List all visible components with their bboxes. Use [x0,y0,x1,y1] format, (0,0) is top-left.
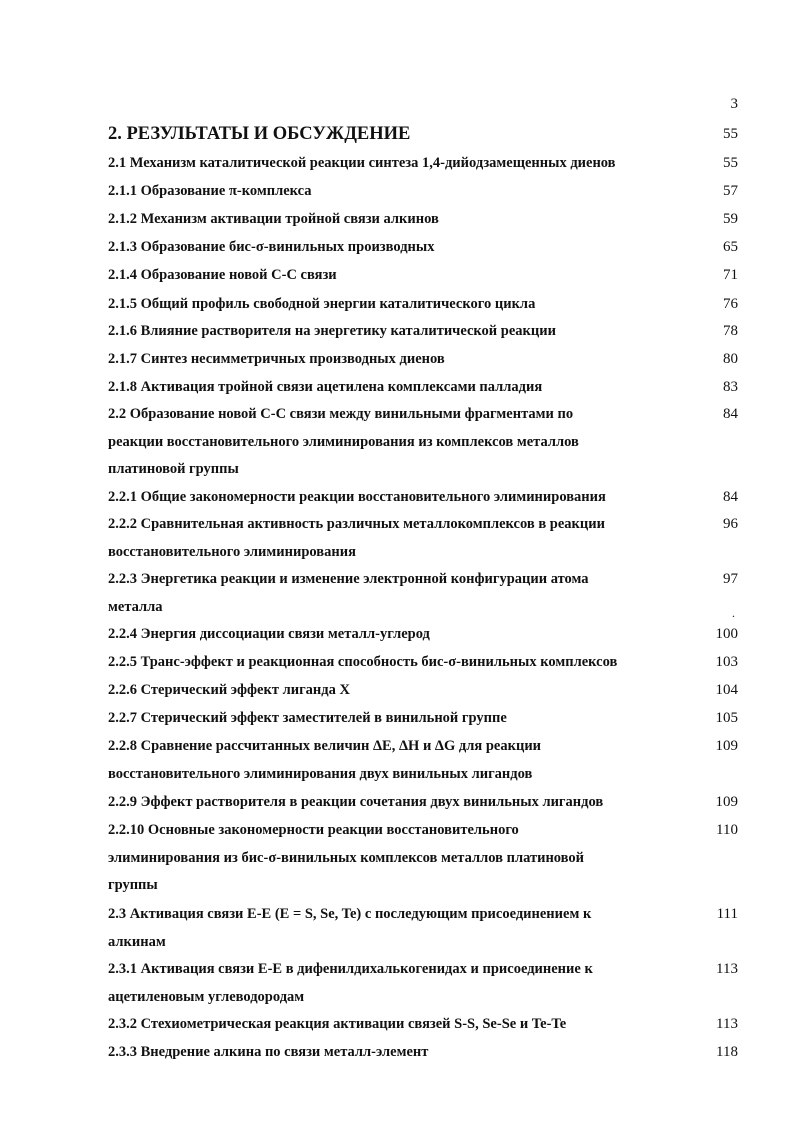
toc-entry [108,291,738,319]
toc-entry-page: 57 [723,183,738,199]
toc-entry [108,649,738,677]
toc-entry [108,346,738,374]
toc-entry-text: 2.2.6 Стерический эффект лиганда X [108,682,350,698]
toc-entry [108,621,738,649]
section-title: 2. РЕЗУЛЬТАТЫ И ОБСУЖДЕНИЕ [108,124,411,144]
toc-entry-page: 118 [716,1044,738,1060]
toc-entry [108,511,738,566]
toc-entry-page: 65 [723,239,738,255]
toc-entry-text: 2.1.3 Образование бис-σ-винильных производных [108,239,435,255]
toc-entry-page: 83 [723,379,738,395]
toc-entry [108,178,738,206]
toc-entry-page: 59 [723,211,738,227]
toc-entry [108,401,738,484]
toc-entry-text: 2.2.5 Транс-эффект и реакционная способность бис-σ-винильных комплексов [108,654,618,670]
toc-entry-text: 2.2.9 Эффект растворителя в реакции сочетания двух винильных лигандов [108,794,604,810]
toc-entry-page: 109 [715,794,738,810]
toc-entry [108,318,738,346]
toc-entry-text: 2.2.8 Сравнение рассчитанных величин ΔE, ΔH и ΔG для реакции восстановительного элиминирования двух винильных лигандов [108,738,542,782]
toc-entry-page: 55 [723,155,738,171]
toc-entry-page: 97 [723,571,738,587]
section-title-page: 55 [723,126,738,142]
toc-entry [108,1011,738,1039]
toc-entry [108,1039,738,1067]
toc-entry-text: 2.2.10 Основные закономерности реакции восстановительного элиминирования из бис-σ-винильных комплексов металлов платиновой группы [108,822,585,893]
toc-entry-page: 84 [723,406,738,422]
toc-entry [108,262,738,290]
toc-entry-page: 80 [723,351,738,367]
toc-entry-text: 2.1.4 Образование новой C-C связи [108,267,337,283]
page-number: 3 [730,96,738,112]
toc-entry-page: 71 [723,267,738,283]
toc-entry-page: 113 [716,961,738,977]
toc-entry-text: 2.3.3 Внедрение алкина по связи металл-элемент [108,1044,429,1060]
toc-entry-page: 105 [715,710,738,726]
toc-entry [108,901,738,956]
toc-entry-text: 2.2 Образование новой C-C связи между винильными фрагментами по реакции восстановительного элиминирования из комплексов металлов платиновой группы [108,406,579,477]
toc-entry-text: 2.2.7 Стерический эффект заместителей в винильной группе [108,710,507,726]
toc-entry-text: 2.1.7 Синтез несимметричных производных диенов [108,351,445,367]
toc-entry-text: 2.2.4 Энергия диссоциации связи металл-углерод [108,626,430,642]
toc-entry [108,789,738,817]
margin-mark: . [732,606,735,620]
toc-entry-page: 78 [723,323,738,339]
toc-entry-page: 96 [723,516,738,532]
toc-entry [108,566,738,621]
toc-entry [108,234,738,262]
toc-entry-text: 2.1 Механизм каталитической реакции синтеза 1,4-дийодзамещенных диенов [108,155,616,171]
toc-entry [108,374,738,402]
toc-entry-text: 2.1.5 Общий профиль свободной энергии каталитического цикла [108,296,536,312]
toc-entry [108,956,738,1011]
toc-entry-page: 104 [715,682,738,698]
toc-entry-text: 2.3.2 Стехиометрическая реакция активации связей S-S, Se-Se и Te-Te [108,1016,567,1032]
toc-entry [108,206,738,234]
toc-entry-text: 2.3 Активация связи E-E (E = S, Se, Te) с последующим присоединением к алкинам [108,906,592,950]
toc-entry-text: 2.1.8 Активация тройной связи ацетилена комплексами палладия [108,379,543,395]
toc-entry-text: 2.1.1 Образование π-комплекса [108,183,312,199]
toc-entry [108,677,738,705]
toc-entry-text: 2.1.6 Влияние растворителя на энергетику каталитической реакции [108,323,556,339]
toc-entry [108,705,738,733]
toc-entry-page: 76 [723,296,738,312]
toc-entry-page: 109 [715,738,738,754]
toc-entry-page: 100 [715,626,738,642]
toc-entry [108,150,738,178]
toc-entry [108,817,738,900]
toc-entry-page: 111 [716,906,738,922]
toc-entry-text: 2.2.1 Общие закономерности реакции восстановительного элиминирования [108,489,606,505]
toc-entry-text: 2.1.2 Механизм активации тройной связи алкинов [108,211,439,227]
toc-entry-page: 103 [715,654,738,670]
toc-entry-page: 84 [723,489,738,505]
toc-entry-text: 2.2.3 Энергетика реакции и изменение электронной конфигурации атома металла [108,571,589,615]
toc-entry-text: 2.2.2 Сравнительная активность различных металлокомплексов в реакции восстановительного элиминирования [108,516,605,560]
toc-entry-page: 110 [716,822,738,838]
toc-entry [108,733,738,788]
toc-entry-page: 113 [716,1016,738,1032]
toc-entry [108,484,738,512]
toc-entry-text: 2.3.1 Активация связи E-E в дифенилдихалькогенидах и присоединение к ацетиленовым углеводородам [108,961,593,1005]
